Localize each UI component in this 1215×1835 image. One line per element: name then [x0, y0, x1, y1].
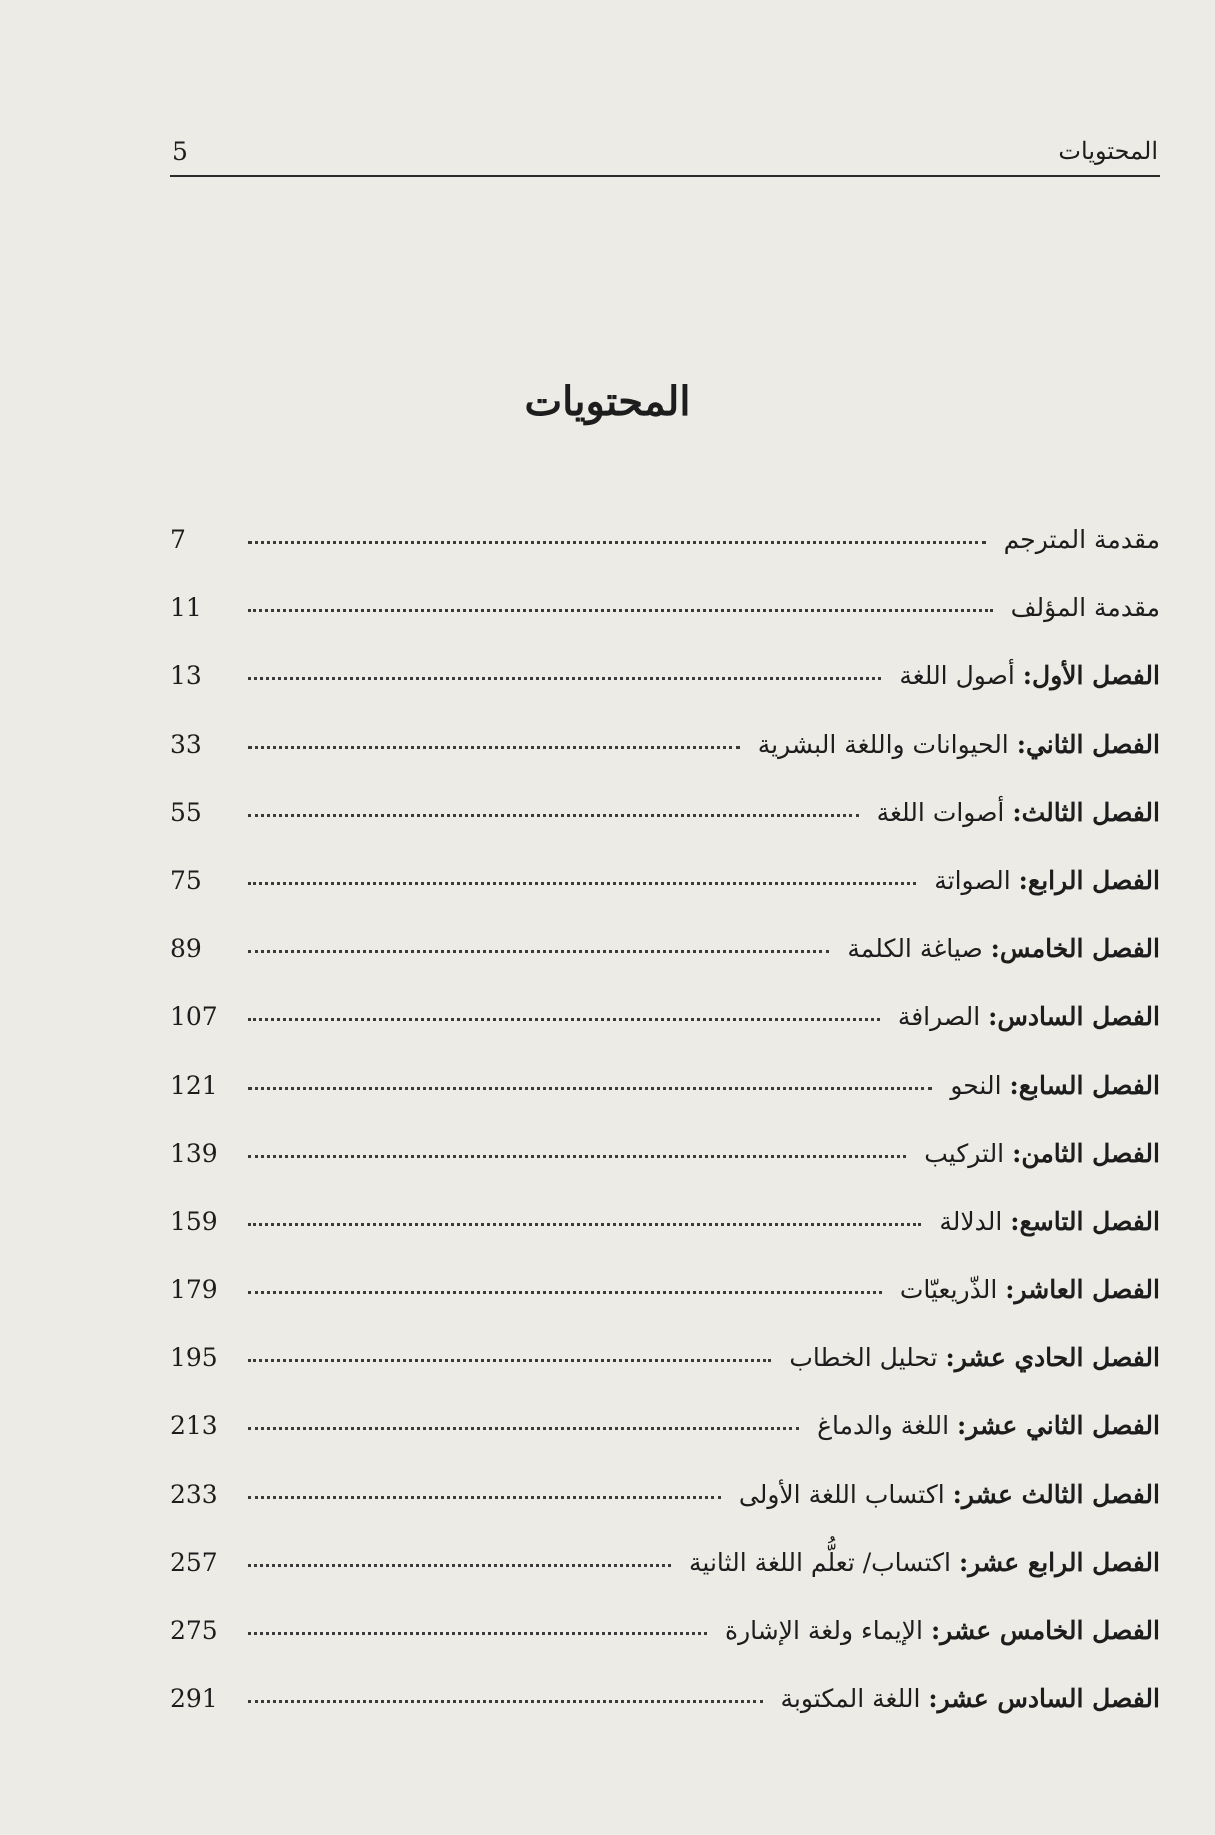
toc-page-number: 89	[170, 934, 202, 964]
toc-entry-label	[939, 1207, 1160, 1236]
table-of-contents	[170, 525, 1160, 1752]
toc-entry	[170, 525, 1160, 593]
toc-chapter-title: أصوات اللغة	[876, 797, 1005, 827]
toc-entry	[170, 661, 1160, 729]
dot-leader	[248, 1223, 921, 1226]
toc-chapter-number: الفصل السابع:	[1009, 1070, 1160, 1100]
dot-leader	[248, 677, 881, 680]
toc-page-number: 121	[170, 1070, 218, 1100]
toc-chapter-number: الفصل الرابع:	[1018, 865, 1160, 895]
toc-page-number: 233	[170, 1479, 218, 1509]
toc-chapter-number: الفصل السادس:	[988, 1002, 1160, 1032]
dot-leader	[248, 1359, 771, 1362]
toc-entry-label	[781, 1684, 1160, 1713]
toc-entry-label	[689, 1548, 1160, 1577]
toc-entry	[170, 1480, 1160, 1548]
dot-leader	[248, 814, 859, 817]
toc-chapter-title: مقدمة المؤلف	[1010, 593, 1160, 623]
toc-entry-label	[877, 798, 1160, 827]
dot-leader	[248, 1632, 707, 1635]
toc-page-number: 291	[170, 1684, 218, 1714]
toc-chapter-title: اللغة والدماغ	[817, 1411, 950, 1441]
toc-entry	[170, 1139, 1160, 1207]
toc-page-number: 75	[170, 865, 202, 895]
toc-chapter-number: الفصل الثاني عشر:	[957, 1411, 1160, 1441]
dot-leader	[248, 1496, 721, 1499]
running-header	[170, 135, 1160, 177]
toc-page-number: 55	[170, 797, 202, 827]
toc-page-number: 195	[170, 1343, 218, 1373]
toc-entry	[170, 1002, 1160, 1070]
toc-entry-label	[725, 1616, 1160, 1645]
toc-chapter-number: الفصل الرابع عشر:	[958, 1547, 1160, 1577]
toc-chapter-title: صياغة الكلمة	[847, 934, 983, 964]
running-header-title: المحتويات	[1058, 137, 1158, 165]
toc-chapter-title: الصواتة	[934, 865, 1011, 895]
toc-chapter-number: الفصل الأول:	[1022, 661, 1160, 691]
dot-leader	[248, 541, 986, 544]
toc-entry-label	[900, 1275, 1160, 1304]
toc-chapter-title: أصول اللغة	[899, 661, 1015, 691]
dot-leader	[248, 1427, 799, 1430]
dot-leader	[248, 1155, 906, 1158]
page-number: 5	[172, 137, 188, 166]
toc-chapter-title: مقدمة المترجم	[1003, 525, 1160, 554]
toc-chapter-title: الدلالة	[939, 1206, 1003, 1236]
toc-page-number: 13	[170, 661, 202, 691]
toc-page-number: 159	[170, 1206, 218, 1236]
toc-chapter-title: اكتساب اللغة الأولى	[738, 1479, 945, 1509]
dot-leader	[248, 609, 993, 612]
dot-leader	[248, 1700, 763, 1703]
toc-chapter-number: الفصل الخامس:	[990, 934, 1160, 964]
toc-entry-label	[758, 730, 1160, 759]
toc-entry-label	[847, 934, 1160, 963]
toc-entry-label	[924, 1139, 1160, 1168]
toc-entry	[170, 1071, 1160, 1139]
toc-chapter-title: الحيوانات واللغة البشرية	[757, 729, 1009, 759]
toc-page-number: 275	[170, 1616, 218, 1645]
dot-leader	[248, 1087, 932, 1090]
toc-page-number: 107	[170, 1002, 218, 1032]
dot-leader	[248, 1018, 880, 1021]
toc-chapter-title: الصرافة	[897, 1002, 981, 1032]
toc-chapter-title: الإيماء ولغة الإشارة	[725, 1616, 923, 1645]
toc-entry-label	[789, 1343, 1160, 1372]
toc-entry	[170, 798, 1160, 866]
dot-leader	[248, 1564, 671, 1567]
toc-entry	[170, 934, 1160, 1002]
toc-page-number: 257	[170, 1547, 218, 1577]
toc-page-number: 179	[170, 1275, 218, 1305]
toc-entry	[170, 1411, 1160, 1479]
toc-chapter-title: النحو	[950, 1070, 1002, 1100]
dot-leader	[248, 950, 829, 953]
toc-chapter-number: الفصل الثامن:	[1012, 1138, 1160, 1168]
toc-entry-label	[950, 1071, 1160, 1100]
page-title: المحتويات	[524, 378, 691, 425]
toc-chapter-title: اكتساب/ تعلُّم اللغة الثانية	[689, 1547, 951, 1577]
toc-entry-label	[899, 661, 1160, 690]
toc-entry-label	[1004, 525, 1160, 554]
toc-entry	[170, 730, 1160, 798]
toc-page-number: 11	[170, 593, 202, 623]
toc-chapter-title: تحليل الخطاب	[789, 1343, 938, 1373]
toc-entry	[170, 866, 1160, 934]
toc-chapter-number: الفصل الحادي عشر:	[945, 1343, 1160, 1373]
toc-chapter-number: الفصل الخامس عشر:	[930, 1616, 1160, 1645]
toc-entry-label	[817, 1411, 1160, 1440]
toc-chapter-number: الفصل الثاني:	[1016, 729, 1160, 759]
toc-entry	[170, 1616, 1160, 1684]
toc-chapter-number: الفصل التاسع:	[1010, 1206, 1160, 1236]
toc-entry	[170, 1207, 1160, 1275]
toc-entry	[170, 1275, 1160, 1343]
toc-chapter-title: الذّريعيّات	[899, 1275, 998, 1305]
toc-chapter-number: الفصل السادس عشر:	[928, 1684, 1160, 1714]
toc-entry-label	[898, 1002, 1160, 1031]
dot-leader	[248, 882, 916, 885]
toc-entry	[170, 1548, 1160, 1616]
toc-entry-label	[739, 1480, 1160, 1509]
toc-entry	[170, 1684, 1160, 1752]
toc-page-number: 7	[170, 525, 186, 554]
toc-chapter-number: الفصل العاشر:	[1005, 1275, 1160, 1305]
toc-entry-label	[1011, 593, 1160, 622]
toc-chapter-number: الفصل الثالث:	[1012, 797, 1160, 827]
dot-leader	[248, 1291, 882, 1294]
toc-page-number: 33	[170, 729, 202, 759]
toc-chapter-number: الفصل الثالث عشر:	[952, 1479, 1160, 1509]
toc-page-number: 139	[170, 1138, 218, 1168]
toc-entry	[170, 593, 1160, 661]
toc-chapter-title: التركيب	[924, 1138, 1005, 1168]
toc-entry-label	[934, 866, 1160, 895]
toc-page-number: 213	[170, 1411, 218, 1441]
toc-entry	[170, 1343, 1160, 1411]
toc-chapter-title: اللغة المكتوبة	[780, 1684, 921, 1714]
dot-leader	[248, 746, 740, 749]
